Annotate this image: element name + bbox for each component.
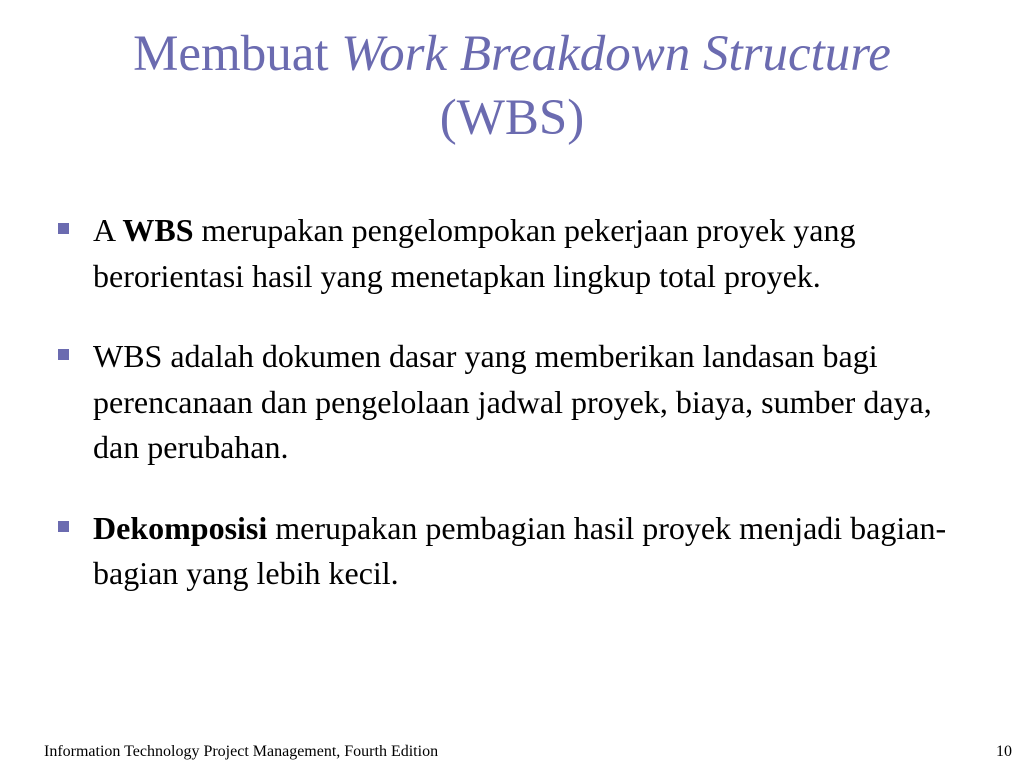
bullet-text: merupakan pengelompokan pekerjaan proyek yang berorientasi hasil yang menetapkan lingkup total proyek. bbox=[93, 212, 856, 294]
title-italic: Work Breakdown Structure bbox=[341, 26, 891, 82]
square-bullet-icon bbox=[58, 223, 69, 234]
page-number: 10 bbox=[996, 743, 1012, 760]
square-bullet-icon bbox=[58, 349, 69, 360]
bullet-item-wbs-document bbox=[55, 334, 975, 471]
bullet-item-wbs-definition bbox=[55, 208, 975, 299]
bullet-text: merupakan pembagian hasil proyek menjadi bagian-bagian yang lebih kecil. bbox=[93, 509, 947, 591]
bullet-item-decomposition bbox=[55, 506, 975, 597]
bullet-bold-term: Dekomposisi bbox=[93, 509, 268, 546]
slide-title bbox=[40, 22, 984, 150]
square-bullet-icon bbox=[58, 521, 69, 532]
bullet-text: WBS adalah dokumen dasar yang memberikan landasan bagi perencanaan dan pengelolaan jadwal proyek, biaya, sumber daya, dan perubahan. bbox=[93, 338, 932, 465]
bullet-list bbox=[55, 208, 975, 632]
title-plain: Membuat bbox=[133, 26, 342, 82]
title-suffix: (WBS) bbox=[439, 90, 585, 146]
slide-footer: Information Technology Project Management, Fourth Edition bbox=[44, 743, 439, 760]
bullet-prefix: A bbox=[93, 212, 123, 248]
bullet-bold-term: WBS bbox=[122, 212, 194, 248]
